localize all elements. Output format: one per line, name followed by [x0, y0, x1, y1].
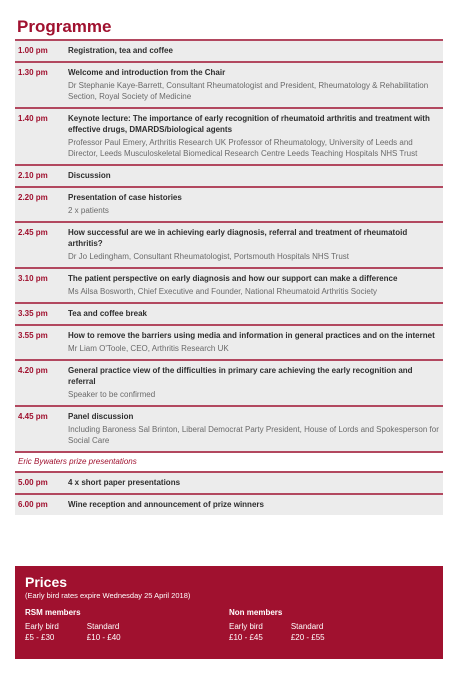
item-title: 4 x short paper presentations — [68, 478, 181, 487]
item-body — [68, 477, 439, 488]
item-body — [68, 330, 439, 354]
item-body — [68, 67, 439, 102]
item-time: 1.00 pm — [18, 46, 48, 55]
prices-title: Prices — [25, 574, 68, 590]
early-bird-value: £5 - £30 — [25, 633, 55, 642]
item-body — [68, 170, 439, 181]
item-time: 1.40 pm — [18, 114, 48, 123]
price-group-name: Non members — [229, 608, 283, 617]
item-speaker: 2 x patients — [68, 206, 109, 215]
programme-item — [15, 221, 443, 267]
item-speaker: Dr Stephanie Kaye-Barrett, Consultant Rheumatologist and President, Rheumatology & Rehabilitation Section, Royal Society of Medicine — [68, 81, 429, 101]
item-body — [68, 308, 439, 319]
item-title: Presentation of case histories — [68, 193, 182, 202]
standard-value: £20 - £55 — [290, 633, 325, 642]
early-bird-value: £10 - £45 — [229, 633, 263, 642]
programme-item — [15, 302, 443, 324]
item-title: The patient perspective on early diagnosis and how our support can make a difference — [68, 274, 398, 283]
item-body — [68, 113, 439, 159]
item-title: General practice view of the difficulties in primary care achieving the early recognition and referral — [68, 366, 413, 386]
programme-item — [15, 39, 443, 61]
item-body — [68, 45, 439, 56]
early-bird-label: Early bird — [229, 622, 263, 631]
standard-label: Standard — [86, 622, 120, 631]
item-time: 3.55 pm — [18, 331, 48, 340]
standard-label: Standard — [290, 622, 324, 631]
item-speaker: Mr Liam O'Toole, CEO, Arthritis Research UK — [68, 344, 229, 353]
item-title: Keynote lecture: The importance of early recognition of rheumatoid arthritis and treatment with effective drugs, DMARDS/biological agents — [68, 114, 430, 134]
item-title: Panel discussion — [68, 412, 134, 421]
item-title: How successful are we in achieving early diagnosis, referral and treatment of rheumatoid arthritis? — [68, 228, 408, 248]
programme-item — [15, 267, 443, 302]
item-speaker: Including Baroness Sal Brinton, Liberal Democrat Party President, House of Lords and Spokesperson for Social Care — [68, 425, 439, 445]
item-title: How to remove the barriers using media and information in general practices and on the internet — [68, 331, 435, 340]
item-time: 3.35 pm — [18, 309, 48, 318]
item-time: 1.30 pm — [18, 68, 48, 77]
item-body — [68, 273, 439, 297]
item-body — [68, 365, 439, 400]
prize-label: Eric Bywaters prize presentations — [15, 451, 443, 471]
programme-item — [15, 324, 443, 359]
item-speaker: Professor Paul Emery, Arthritis Research UK Professor of Rheumatology, University of Leeds and Director, Leeds Musculoskeletal Biomedical Research Centre Leeds Teaching Hospitals NHS Trust — [68, 138, 418, 158]
programme-item — [15, 186, 443, 221]
programme-list — [15, 39, 443, 515]
item-speaker: Dr Jo Ledingham, Consultant Rheumatologist, Portsmouth Hospitals NHS Trust — [68, 252, 350, 261]
programme-item — [15, 107, 443, 164]
item-time: 6.00 pm — [18, 500, 48, 509]
item-title: Discussion — [68, 171, 111, 180]
item-time: 5.00 pm — [18, 478, 48, 487]
early-bird-price — [229, 621, 277, 643]
programme-item — [15, 471, 443, 493]
item-time: 2.10 pm — [18, 171, 48, 180]
programme-item — [15, 359, 443, 405]
prices-panel — [15, 566, 443, 659]
page-title: Programme — [17, 17, 112, 36]
standard-price — [291, 621, 339, 643]
programme-item — [15, 405, 443, 451]
item-time: 2.45 pm — [18, 228, 48, 237]
item-time: 2.20 pm — [18, 193, 48, 202]
item-body — [68, 227, 439, 262]
standard-value: £10 - £40 — [86, 633, 121, 642]
early-bird-label: Early bird — [25, 622, 59, 631]
item-time: 3.10 pm — [18, 274, 48, 283]
item-body — [68, 192, 439, 216]
prices-note: (Early bird rates expire Wednesday 25 April 2018) — [25, 591, 191, 600]
item-title: Wine reception and announcement of prize winners — [68, 500, 264, 509]
item-body — [68, 499, 439, 510]
programme-item — [15, 61, 443, 107]
price-group-rsm — [25, 608, 229, 643]
item-time: 4.20 pm — [18, 366, 48, 375]
item-title: Registration, tea and coffee — [68, 46, 173, 55]
item-speaker: Ms Ailsa Bosworth, Chief Executive and Founder, National Rheumatoid Arthritis Society — [68, 287, 378, 296]
programme-item — [15, 164, 443, 186]
item-speaker: Speaker to be confirmed — [68, 390, 156, 399]
price-group-name: RSM members — [25, 608, 81, 617]
programme-item — [15, 493, 443, 515]
item-body — [68, 411, 439, 446]
early-bird-price — [25, 621, 73, 643]
item-time: 4.45 pm — [18, 412, 48, 421]
standard-price — [87, 621, 135, 643]
item-title: Welcome and introduction from the Chair — [68, 68, 226, 77]
item-title: Tea and coffee break — [68, 309, 147, 318]
price-group-non-members — [229, 608, 433, 643]
